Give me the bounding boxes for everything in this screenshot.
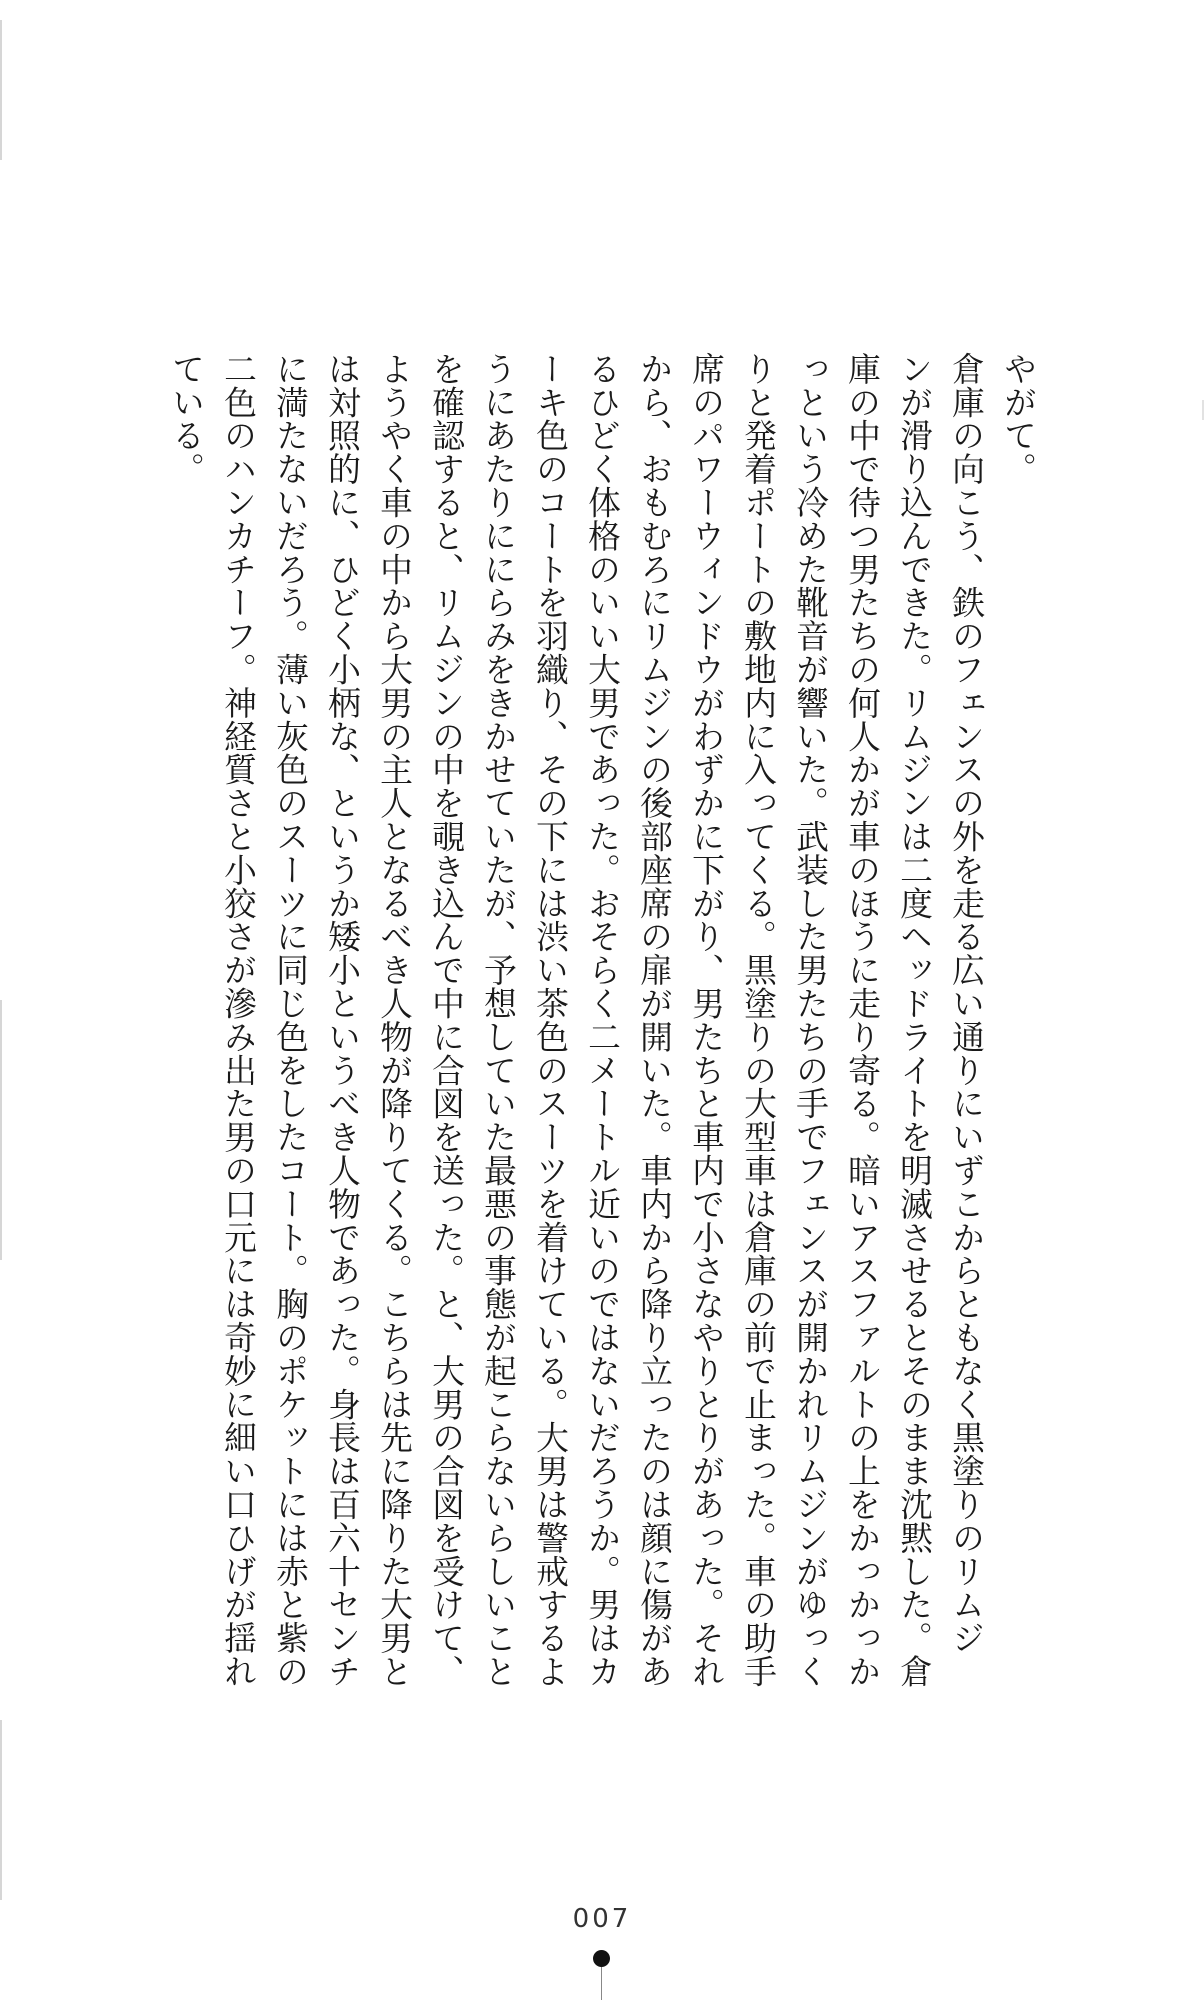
text-line: 席のパワーウィンドウがわずかに下がり、男たちと車内で小さなやりとりがあった。それ bbox=[687, 352, 725, 1688]
page-number: 007 bbox=[572, 1904, 632, 1934]
text-line: りと発着ポートの敷地内に入ってくる。黒塗りの大型車は倉庫の前で止まった。車の助手 bbox=[739, 352, 777, 1688]
text-line: から、おもむろにリムジンの後部座席の扉が開いた。車内から降り立ったのは顔に傷があ bbox=[635, 352, 673, 1688]
text-line: ようやく車の中から大男の主人となるべき人物が降りてくる。こちらは先に降りた大男と bbox=[375, 352, 413, 1688]
text-line: 二色のハンカチーフ。神経質さと小狡さが滲み出た男の口元には奇妙に細い口ひげが揺れ bbox=[219, 352, 257, 1688]
text-line: っという冷めた靴音が響いた。武装した男たちの手でフェンスが開かれリムジンがゆっく bbox=[791, 352, 829, 1688]
text-line: ンが滑り込んできた。リムジンは二度ヘッドライトを明滅させるとそのまま沈黙した。倉 bbox=[895, 352, 933, 1688]
page-edge-mark bbox=[0, 1000, 2, 1260]
text-line: を確認すると、リムジンの中を覗き込んで中に合図を送った。と、大男の合図を受けて、 bbox=[427, 352, 465, 1688]
text-line: うにあたりににらみをきかせていたが、予想していた最悪の事態が起こらないらしいこと bbox=[479, 352, 517, 1688]
text-line: るひどく体格のいい大男であった。おそらく二メートル近いのではないだろうか。男はカ bbox=[583, 352, 621, 1688]
page-edge-mark bbox=[0, 20, 2, 160]
page-marker-stem bbox=[601, 1967, 602, 2000]
text-line: 庫の中で待つ男たちの何人かが車のほうに走り寄る。暗いアスファルトの上をかっかっか bbox=[843, 352, 881, 1688]
text-line: ている。 bbox=[167, 352, 205, 486]
text-line: やがて。 bbox=[999, 352, 1037, 486]
text-line: は対照的に、ひどく小柄な、というか矮小というべき人物であった。身長は百六十センチ bbox=[323, 352, 361, 1688]
vertical-text-block bbox=[160, 352, 1044, 1688]
page-marker-dot-icon bbox=[593, 1950, 610, 1967]
text-line: 倉庫の向こう、鉄のフェンスの外を走る広い通りにいずこからともなく黒塗りのリムジ bbox=[947, 352, 985, 1655]
text-line: ーキ色のコートを羽織り、その下には渋い茶色のスーツを着けている。大男は警戒するよ bbox=[531, 352, 569, 1688]
text-line: に満たないだろう。薄い灰色のスーツに同じ色をしたコート。胸のポケットには赤と紫の bbox=[271, 352, 309, 1688]
page-edge-mark bbox=[0, 1720, 2, 1900]
